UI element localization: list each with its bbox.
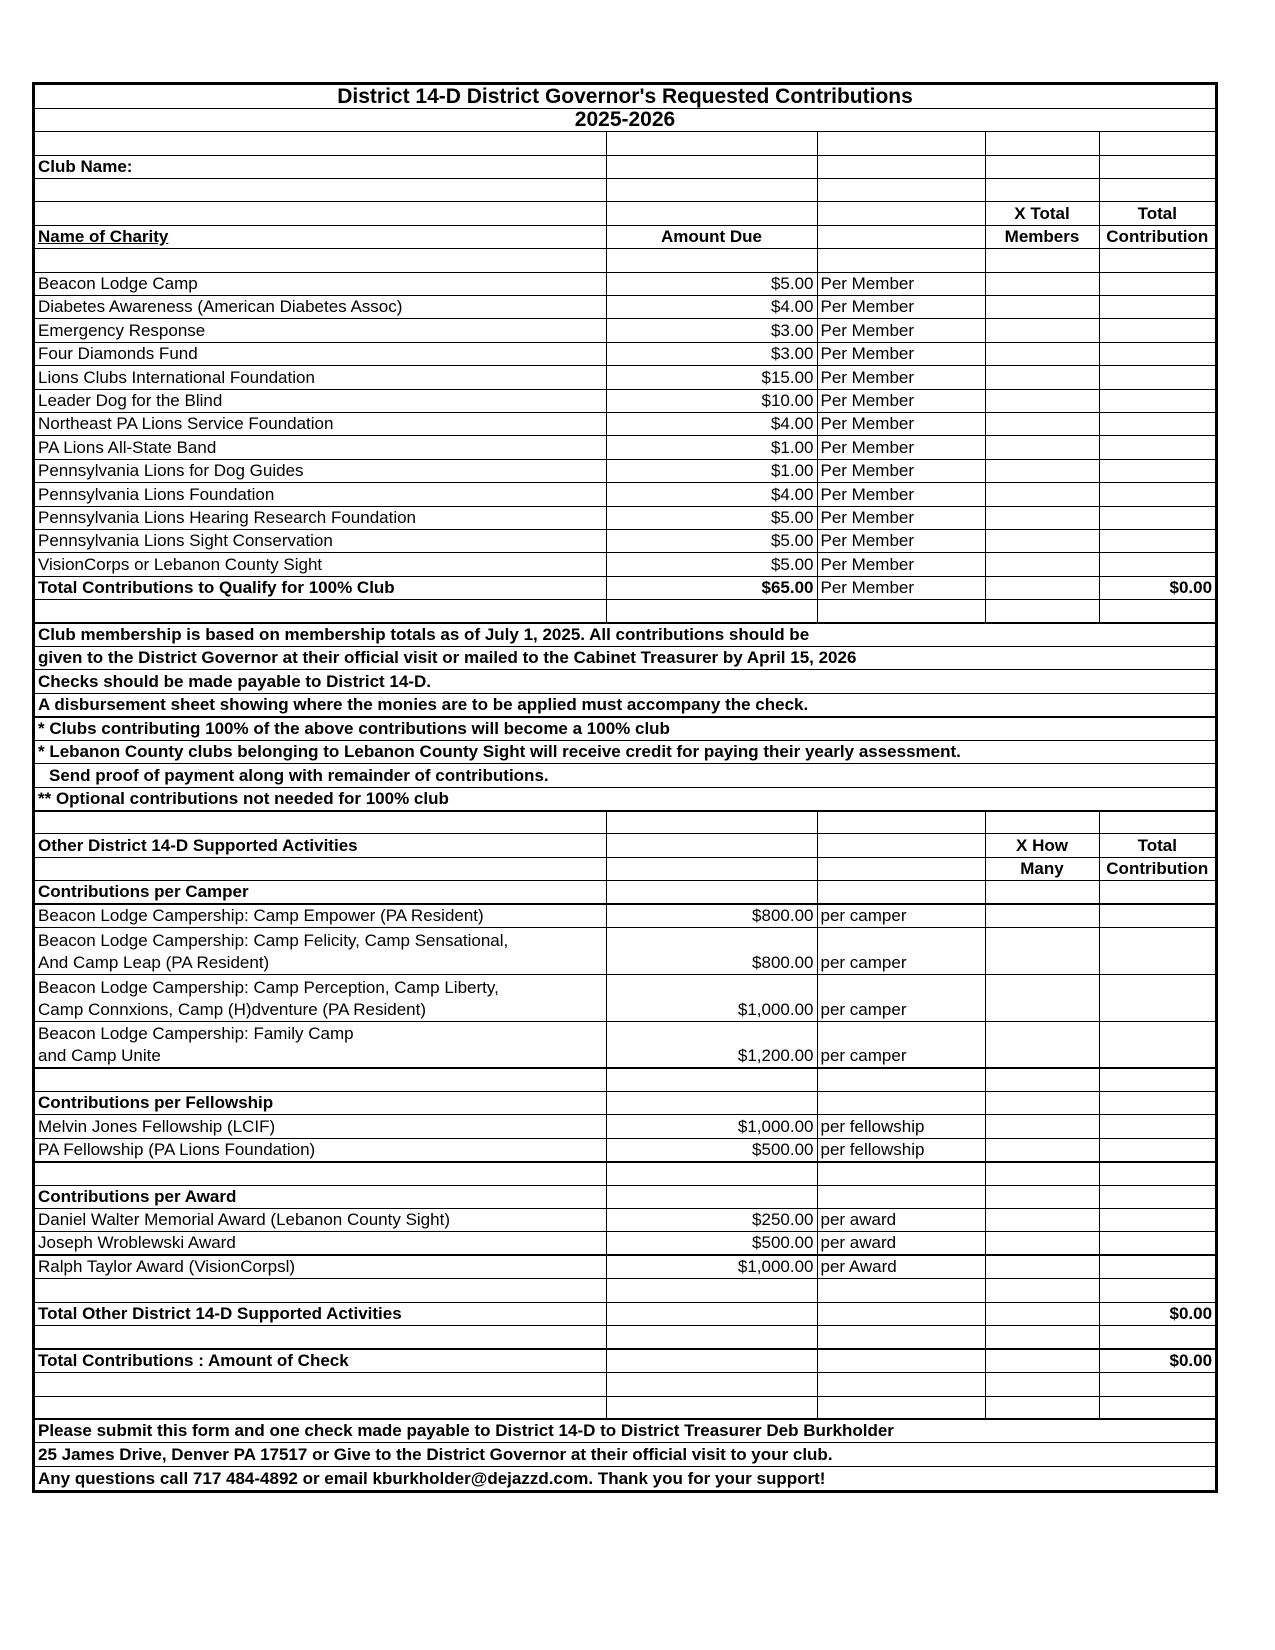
how-many-input[interactable]: [985, 1232, 1099, 1256]
how-many-input[interactable]: [985, 1115, 1099, 1138]
contribution-cell[interactable]: [1099, 296, 1215, 319]
fellowship-heading: Contributions per Fellowship: [35, 1092, 606, 1115]
contribution-cell[interactable]: [1099, 1021, 1215, 1068]
contribution-cell[interactable]: [1099, 928, 1215, 975]
total-100-row: Total Contributions to Qualify for 100% Club $65.00 Per Member $0.00: [35, 576, 1215, 599]
award-row: Joseph Wroblewski Award $500.00 per award: [35, 1232, 1215, 1256]
how-many-input[interactable]: [985, 904, 1099, 928]
charity-row: VisionCorps or Lebanon County Sight $5.00 Per Member: [35, 553, 1215, 576]
contribution-cell[interactable]: [1099, 483, 1215, 506]
check-total-row: Total Contributions : Amount of Check $0.00: [35, 1349, 1215, 1373]
fellowship-row: PA Fellowship (PA Lions Foundation) $500.00 per fellowship: [35, 1138, 1215, 1162]
total-other-value: $0.00: [1099, 1302, 1215, 1325]
camper-row: Beacon Lodge Campership: Camp Perception, Camp Liberty, Camp Connxions, Camp (H)dventure (PA Resident) $1,000.00 per camper: [35, 975, 1215, 1022]
many-header: Many: [985, 857, 1099, 880]
contribution-cell[interactable]: [1099, 529, 1215, 552]
how-many-input[interactable]: [985, 1021, 1099, 1068]
note-line: * Lebanon County clubs belonging to Lebanon County Sight will receive credit for paying their yearly assessment.: [35, 740, 1215, 763]
award-row: Ralph Taylor Award (VisionCorpsl) $1,000.00 per Award: [35, 1255, 1215, 1279]
total-header: Total: [1099, 202, 1215, 225]
members-input[interactable]: [985, 483, 1099, 506]
charity-row: Four Diamonds Fund $3.00 Per Member: [35, 342, 1215, 365]
club-name-input[interactable]: [606, 155, 817, 178]
how-many-input[interactable]: [985, 928, 1099, 975]
x-how-header: X How: [985, 834, 1099, 857]
charity-row: Leader Dog for the Blind $10.00 Per Member: [35, 389, 1215, 412]
contribution-cell[interactable]: [1099, 975, 1215, 1022]
how-many-input[interactable]: [985, 975, 1099, 1022]
fellowship-row: Melvin Jones Fellowship (LCIF) $1,000.00 per fellowship: [35, 1115, 1215, 1138]
members-input[interactable]: [985, 529, 1099, 552]
contribution-cell[interactable]: [1099, 389, 1215, 412]
camper-heading: Contributions per Camper: [35, 881, 606, 905]
charity-row: PA Lions All-State Band $1.00 Per Member: [35, 436, 1215, 459]
note-line: Club membership is based on membership totals as of July 1, 2025. All contributions should be: [35, 623, 1215, 647]
members-input[interactable]: [985, 436, 1099, 459]
form-year: 2025-2026: [35, 108, 1215, 131]
check-total-value: $0.00: [1099, 1349, 1215, 1373]
footer-line: 25 James Drive, Denver PA 17517 or Give to the District Governor at their official visit to your club.: [35, 1443, 1215, 1466]
other-activities-title: Other District 14-D Supported Activities: [35, 834, 606, 857]
charity-row: Pennsylvania Lions Hearing Research Foundation $5.00 Per Member: [35, 506, 1215, 529]
note-line: * Clubs contributing 100% of the above contributions will become a 100% club: [35, 717, 1215, 741]
note-line: ** Optional contributions not needed for 100% club: [35, 787, 1215, 811]
members-header: Members: [985, 225, 1099, 248]
footer-line: Please submit this form and one check made payable to District 14-D to District Treasurer Deb Burkholder: [35, 1419, 1215, 1443]
contribution-cell[interactable]: [1099, 436, 1215, 459]
charity-row: Lions Clubs International Foundation $15.00 Per Member: [35, 366, 1215, 389]
members-input[interactable]: [985, 459, 1099, 482]
footer-line: Any questions call 717 484-4892 or email kburkholder@dejazzd.com. Thank you for your support!: [35, 1466, 1215, 1489]
members-input[interactable]: [985, 412, 1099, 435]
other-total-header: Total: [1099, 834, 1215, 857]
total-100-value: $0.00: [1099, 576, 1215, 599]
award-row: Daniel Walter Memorial Award (Lebanon County Sight) $250.00 per award: [35, 1209, 1215, 1232]
members-input[interactable]: [985, 389, 1099, 412]
contribution-cell[interactable]: [1099, 412, 1215, 435]
award-heading: Contributions per Award: [35, 1185, 606, 1208]
note-line: given to the District Governor at their official visit or mailed to the Cabinet Treasurer by April 15, 2026: [35, 646, 1215, 669]
contribution-cell[interactable]: [1099, 1209, 1215, 1232]
charity-row: Beacon Lodge Camp $5.00 Per Member: [35, 272, 1215, 295]
charity-row: Pennsylvania Lions Sight Conservation $5.00 Per Member: [35, 529, 1215, 552]
how-many-input[interactable]: [985, 1209, 1099, 1232]
contribution-cell[interactable]: [1099, 366, 1215, 389]
how-many-input[interactable]: [985, 1255, 1099, 1279]
members-input[interactable]: [985, 366, 1099, 389]
camper-row: Beacon Lodge Campership: Family Camp and Camp Unite $1,200.00 per camper: [35, 1021, 1215, 1068]
other-contribution-header: Contribution: [1099, 857, 1215, 880]
charity-row: Emergency Response $3.00 Per Member: [35, 319, 1215, 342]
charity-row: Pennsylvania Lions Foundation $4.00 Per Member: [35, 483, 1215, 506]
note-line: Send proof of payment along with remainder of contributions.: [35, 764, 1215, 787]
members-input[interactable]: [985, 342, 1099, 365]
contribution-table: [35, 85, 1215, 1490]
contribution-cell[interactable]: [1099, 1115, 1215, 1138]
form-title: District 14-D District Governor's Requested Contributions: [337, 84, 913, 108]
contribution-cell[interactable]: [1099, 1255, 1215, 1279]
total-other-row: Total Other District 14-D Supported Activities $0.00: [35, 1302, 1215, 1325]
contribution-cell[interactable]: [1099, 342, 1215, 365]
note-line: A disbursement sheet showing where the monies are to be applied must accompany the check.: [35, 693, 1215, 717]
contribution-cell[interactable]: [1099, 1232, 1215, 1256]
contribution-header: Contribution: [1099, 225, 1215, 248]
members-input[interactable]: [985, 296, 1099, 319]
camper-row: Beacon Lodge Campership: Camp Felicity, Camp Sensational, And Camp Leap (PA Resident) $800.00 per camper: [35, 928, 1215, 975]
contribution-cell[interactable]: [1099, 553, 1215, 576]
members-input[interactable]: [985, 319, 1099, 342]
contribution-form: [32, 82, 1218, 1493]
contribution-cell[interactable]: [1099, 904, 1215, 928]
x-total-header: X Total: [985, 202, 1099, 225]
members-input[interactable]: [985, 272, 1099, 295]
members-input[interactable]: [985, 506, 1099, 529]
contribution-cell[interactable]: [1099, 459, 1215, 482]
charity-header: Name of Charity: [35, 225, 606, 248]
contribution-cell[interactable]: [1099, 319, 1215, 342]
charity-row: Diabetes Awareness (American Diabetes Assoc) $4.00 Per Member: [35, 296, 1215, 319]
charity-row: Northeast PA Lions Service Foundation $4.00 Per Member: [35, 412, 1215, 435]
how-many-input[interactable]: [985, 1138, 1099, 1162]
amount-due-header: Amount Due: [606, 225, 817, 248]
contribution-cell[interactable]: [1099, 272, 1215, 295]
camper-row: Beacon Lodge Campership: Camp Empower (PA Resident) $800.00 per camper: [35, 904, 1215, 928]
charity-row: Pennsylvania Lions for Dog Guides $1.00 Per Member: [35, 459, 1215, 482]
note-line: Checks should be made payable to District 14-D.: [35, 670, 1215, 693]
members-input[interactable]: [985, 553, 1099, 576]
club-name-label: Club Name:: [35, 155, 606, 178]
contribution-cell[interactable]: [1099, 506, 1215, 529]
contribution-cell[interactable]: [1099, 1138, 1215, 1162]
